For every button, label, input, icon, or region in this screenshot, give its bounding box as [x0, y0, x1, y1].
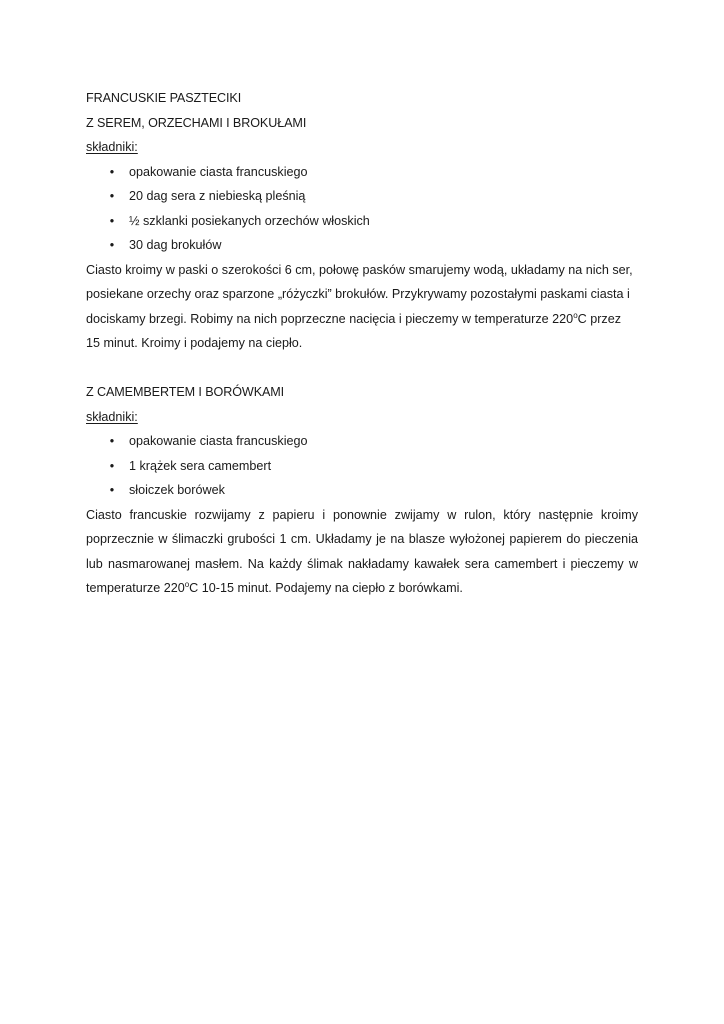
instructions-text: Ciasto kroimy w paski o szerokości 6 cm, połowę pasków smarujemy wodą, układamy na nich ser, posiekane orzechy oraz sparzone „różyczki” brokułów. Przykrywamy pozostałymi paskami ciasta i dociskamy brzegi. Robimy na nich poprzeczne nacięcia i pieczemy w temperaturze 220 [86, 262, 633, 326]
recipe1-ingredient-list [86, 160, 638, 258]
ingredient-text: ½ szklanki posiekanych orzechów włoskich [129, 213, 370, 228]
ingredient-text: opakowanie ciasta francuskiego [129, 434, 308, 448]
bullet-icon: • [109, 458, 115, 473]
ingredient-text: słoiczek borówek [129, 483, 225, 497]
recipe2-ingredients-label: składniki: [86, 409, 138, 424]
recipe2-ingredient-list [86, 429, 638, 503]
recipe2-subtitle: Z CAMEMBERTEM I BORÓWKAMI [86, 385, 285, 399]
instructions-text: Ciasto francuskie rozwijamy z papieru i ponownie zwijamy w rulon, który następnie kroimy poprzecznie w ślimaczki grubości 1 cm. Układamy je na blasze wyłożonej papierem do pieczenia lub nasmarowanej masłem. Na każdy ślimak nakładamy kawałek sera camembert i pieczemy w temperaturze 220 [86, 507, 638, 595]
list-item [86, 478, 638, 503]
bullet-icon: • [109, 238, 115, 252]
bullet-icon: • [109, 164, 115, 179]
list-item [86, 454, 638, 479]
bullet-icon: • [109, 189, 115, 203]
instructions-text-end: C 10-15 minut. Podajemy na ciepło z borówkami. [189, 581, 463, 595]
document-body [86, 86, 638, 601]
bullet-icon: • [109, 213, 115, 228]
instructions-text-end: C przez 15 minut. Kroimy i podajemy na ciepło. [86, 311, 622, 350]
ingredient-text: 20 dag sera z niebieską pleśnią [129, 189, 306, 203]
ingredient-text: 30 dag brokułów [129, 238, 222, 252]
list-item [86, 209, 638, 234]
list-item [86, 160, 638, 185]
ingredient-text: opakowanie ciasta francuskiego [129, 164, 308, 179]
bullet-icon: • [109, 483, 115, 497]
recipe-title: FRANCUSKIE PASZTECIKI [86, 91, 242, 105]
recipe1-ingredients-label: składniki: [86, 140, 138, 154]
list-item [86, 429, 638, 454]
ingredient-text: 1 krążek sera camembert [129, 458, 272, 473]
recipe1-subtitle: Z SEREM, ORZECHAMI I BROKUŁAMI [86, 115, 307, 130]
list-item [86, 233, 638, 258]
section-spacer [86, 356, 638, 381]
bullet-icon: • [109, 434, 115, 448]
degree-mark: o [184, 580, 190, 589]
recipe2-instructions [86, 503, 638, 601]
list-item [86, 184, 638, 209]
degree-mark: o [573, 310, 578, 320]
recipe1-instructions [86, 258, 638, 356]
